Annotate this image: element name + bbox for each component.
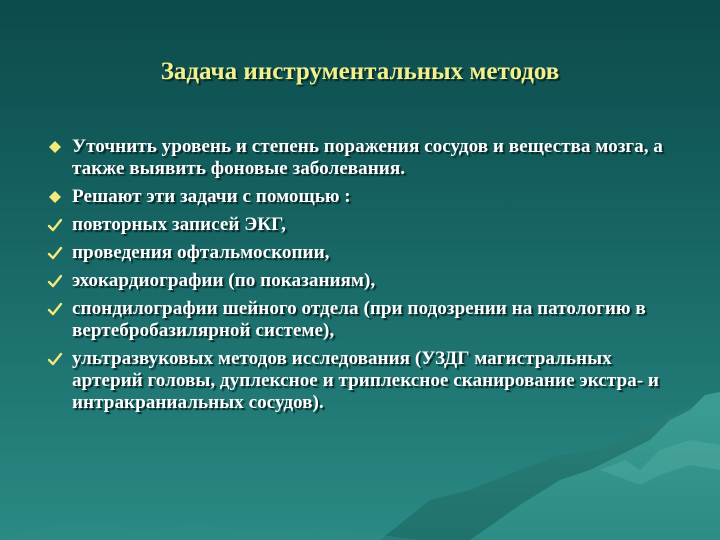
bullet-text: Решают эти задачи с помощью :: [72, 186, 351, 207]
checkmark-icon: [46, 216, 64, 234]
bullet-text: Уточнить уровень и степень поражения сосудов и вещества мозга, а также выявить фоновые заболевания.: [72, 136, 663, 179]
diamond-icon: [46, 188, 64, 206]
slide-title: Задача инструментальных методов: [160, 58, 560, 85]
bullet-text: эхокардиографии (по показаниям),: [72, 270, 376, 291]
bullet-list: [46, 136, 666, 420]
checkmark-icon: [46, 350, 64, 368]
bullet-item: [46, 186, 666, 208]
checkmark-icon: [46, 244, 64, 262]
bullet-item: [46, 214, 666, 236]
bullet-item: [46, 136, 666, 180]
bullet-text: повторных записей ЭКГ,: [72, 214, 286, 235]
checkmark-icon: [46, 272, 64, 290]
bullet-text: ультразвуковых методов исследования (УЗДГ магистральных артерий головы, дуплексное и триплексное сканирование экстра- и интракраниальных сосудов).: [72, 348, 659, 413]
bullet-text: спондилографии шейного отдела (при подозрении на патологию в вертебробазилярной системе),: [72, 298, 646, 341]
bullet-item: [46, 298, 666, 342]
diamond-icon: [46, 138, 64, 156]
bullet-text: проведения офтальмоскопии,: [72, 242, 330, 263]
bullet-item: [46, 348, 666, 414]
bullet-item: [46, 270, 666, 292]
checkmark-icon: [46, 300, 64, 318]
bullet-item: [46, 242, 666, 264]
